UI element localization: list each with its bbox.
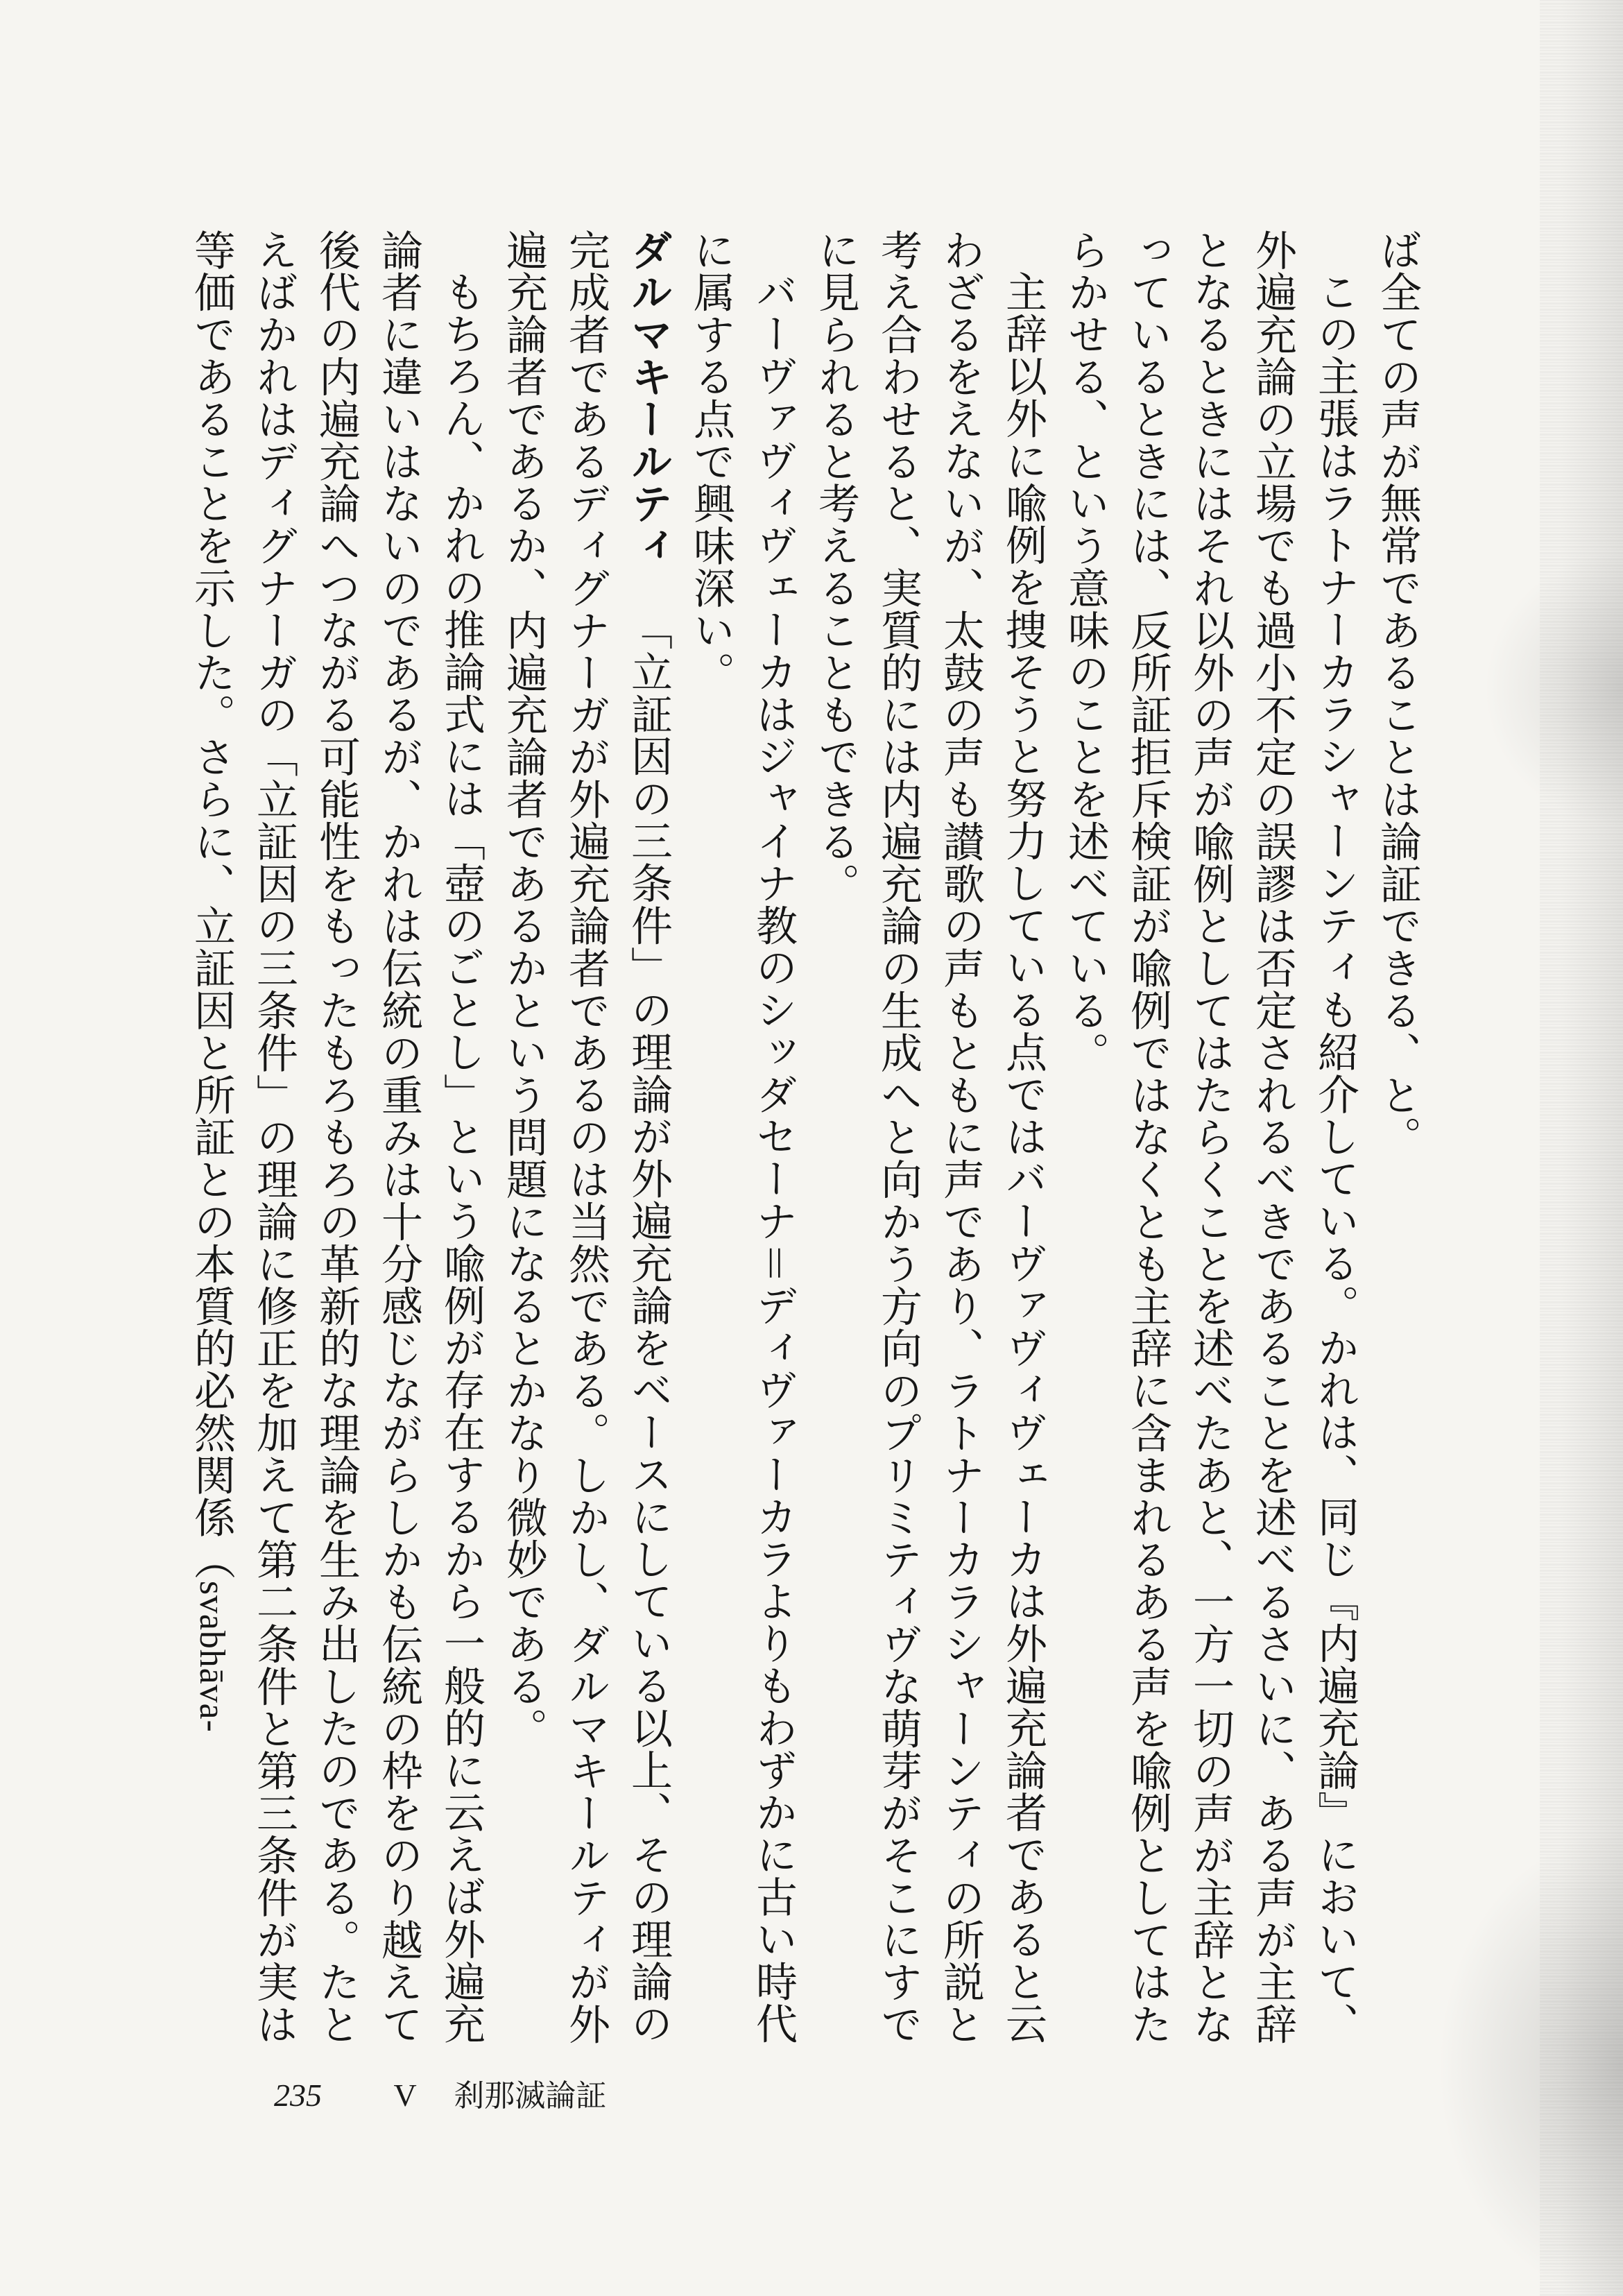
paragraph-dharmakirti-innovation — [180, 229, 492, 2046]
section-dharmakirti — [492, 229, 680, 2046]
section-first-paragraph: 「立証因の三条件」の理論が外遍充論をベースにしている以上、その理論の完成者であるディグナーガが外遍充論者であるのは当然である。しかし、ダルマキールティが外遍充論者であるか、内遍充論者であるかという問題になるとかなり微妙である。 — [499, 229, 673, 2046]
section-heading: ダルマキールティ — [624, 229, 673, 567]
page-number: 235 — [274, 2077, 322, 2113]
paragraph-bhavaviveka: 主辞以外に喩例を捜そうと努力している点ではバーヴァヴィヴェーカは外遍充論者であると云わざるをえないが、太鼓の声も讃歌の声もともに声であり、ラトナーカラシャーンティの所説と考え合わせると、実質的には内遍充論の生成へと向かう方向のプリミティヴな萌芽がそこにすでに見られると考えることもできる。 — [812, 229, 1047, 2046]
page-footer — [274, 2071, 606, 2115]
paragraph-text: もちろん、かれの推論式には「壺のごとし」という喩例が存在するから一般的に云えば外遍充論者に違いはないのであるが、かれは伝統の重みは十分感じながらしかも伝統の枠をのり越えて後代の内遍充論へつながる可能性をもったもろもろの革新的な理論を生み出したのである。たとえばかれはディグナーガの「立証因の三条件」の理論に修正を加えて第二条件と第三条件が実は等価であることを示した。さらに、立証因と所証との本質的必然関係（ — [187, 229, 486, 2046]
paragraph-ratnakarashanti: この主張はラトナーカラシャーンティも紹介している。かれは、同じ『内遍充論』において、外遍充論の立場でも過小不定の誤謬は否定されるべきであることを述べるさいに、ある声が主辞となるときにはそれ以外の声が喩例としてはたらくことを述べたあと、一方一切の声が主辞となっているときには、反所証拒斥検証が喩例ではなくとも主辞に含まれるある声を喩例としてはたらかせる、という意味のことを述べている。 — [1061, 229, 1359, 2046]
chapter-number: V — [393, 2077, 417, 2113]
vertical-text-body — [187, 229, 1429, 2046]
paragraph-continuation: ば全ての声が無常であることは論証できる、と。 — [1373, 229, 1422, 1158]
paragraph-siddhasena: バーヴァヴィヴェーカはジャイナ教のシッダセーナ＝ディヴァーカラよりもわずかに古い時代に属する点で興味深い。 — [687, 229, 798, 2045]
sanskrit-term: svabhāva- — [192, 1580, 232, 1733]
scan-edge-shadow — [1540, 0, 1623, 2296]
chapter-title: 刹那滅論証 — [454, 2078, 607, 2114]
